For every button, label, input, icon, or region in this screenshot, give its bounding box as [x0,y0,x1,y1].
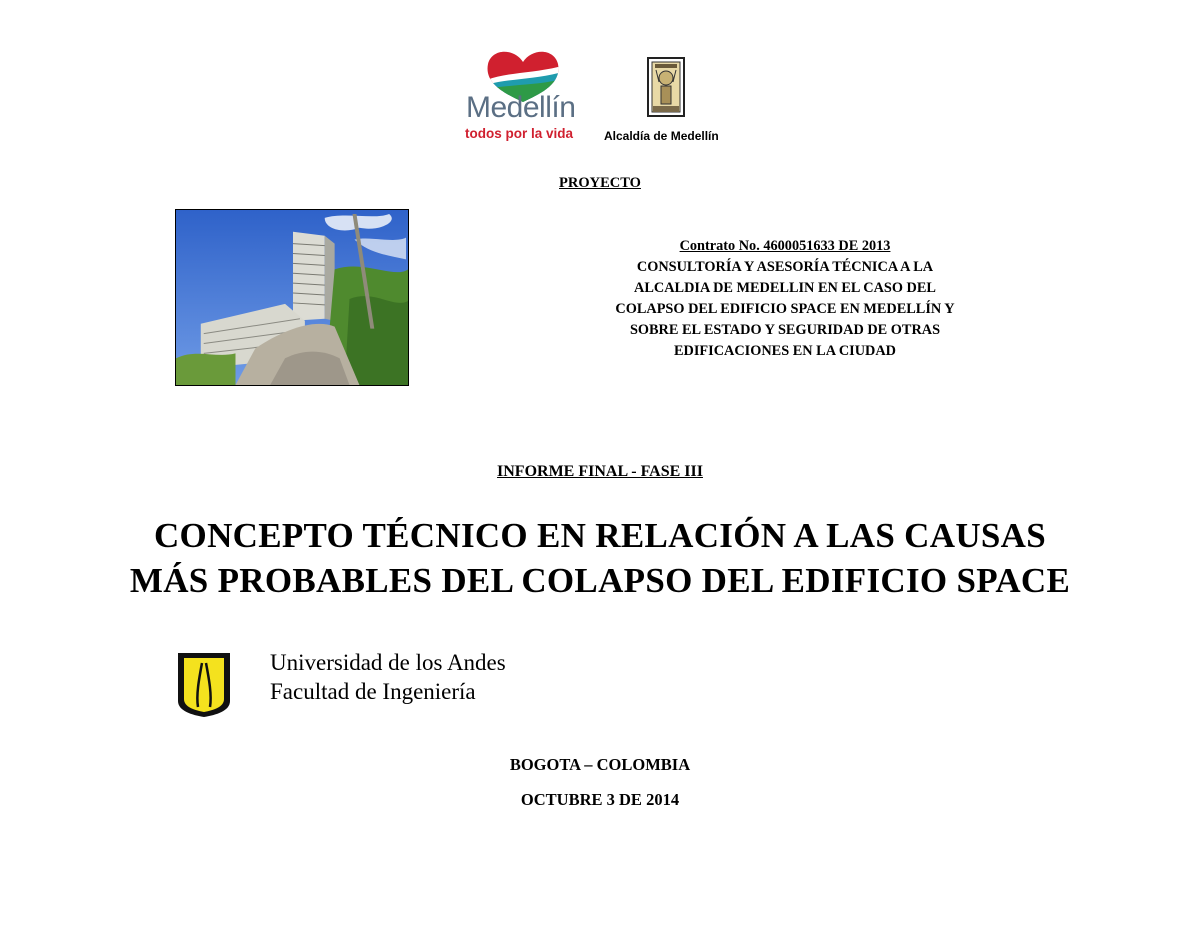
project-label: PROYECTO [559,175,641,191]
collapsed-building-photo [175,209,409,386]
faculty-name: Facultad de Ingeniería [270,679,476,704]
medellin-wordmark: Medellín [466,91,576,124]
contract-title: Contrato No. 4600051633 DE 2013 [679,238,891,254]
coat-of-arms-icon [643,56,689,122]
city-country: BOGOTA – COLOMBIA [509,755,691,774]
report-phase: INFORME FINAL - FASE III [497,463,703,480]
report-date: OCTUBRE 3 DE 2014 [520,790,680,809]
contract-line: CONSULTORÍA Y ASESORÍA TÉCNICA A LA [636,259,934,275]
report-title-line: MÁS PROBABLES DEL COLAPSO DEL EDIFICIO SPACE [129,561,1071,600]
contract-line: EDIFICACIONES EN LA CIUDAD [673,343,897,359]
uniandes-shield-icon [174,649,234,719]
contract-line: SOBRE EL ESTADO Y SEGURIDAD DE OTRAS [629,322,941,338]
contract-line: COLAPSO DEL EDIFICIO SPACE EN MEDELLÍN Y [615,301,955,317]
university-block [270,648,506,706]
contract-line: ALCALDIA DE MEDELLIN EN EL CASO DEL [634,280,936,296]
medellin-tagline: todos por la vida [465,126,574,141]
contract-block [545,236,1025,362]
alcaldia-label: Alcaldía de Medellín [604,129,719,143]
report-title-line: CONCEPTO TÉCNICO EN RELACIÓN A LAS CAUSAS [153,516,1047,555]
report-title [0,513,1200,603]
university-name: Universidad de los Andes [270,650,506,675]
